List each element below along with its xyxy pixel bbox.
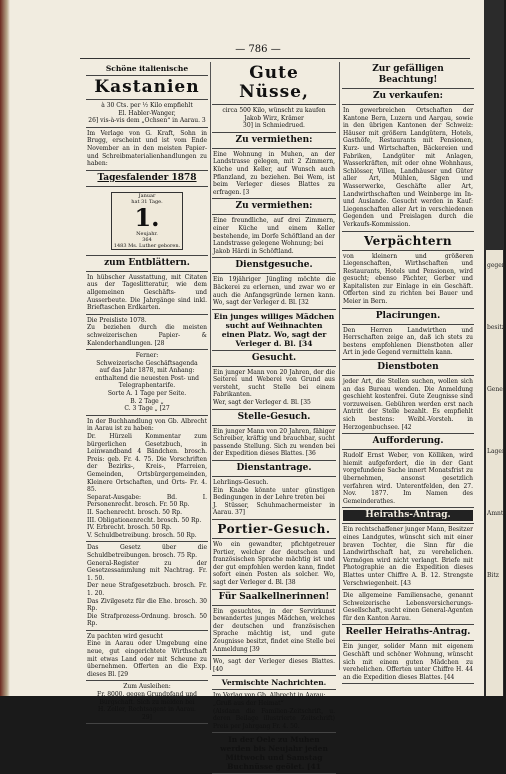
col1-advertisement bbox=[86, 256, 208, 272]
header-rule bbox=[80, 58, 470, 59]
col2-advertisement bbox=[212, 676, 336, 690]
adjacent-page-fragment: gegen bbox=[487, 262, 506, 269]
ad-text-line: In der Oele zu Muhen bbox=[228, 735, 320, 745]
column-divider bbox=[339, 62, 340, 670]
ad-text-line: Den Herren Landwirthen und Herrschaften zeige an, daß ich stets zu bestens empfohlenen Dienstboten aller Art in jede Gegend vermitteln kann. bbox=[343, 326, 473, 357]
ad-text-line: circa 500 Kilo, wünscht zu kaufen bbox=[222, 107, 326, 114]
ad-text-line: J. Stüsser, Schuhmachermeister in Aarau. 37] bbox=[213, 501, 335, 517]
col2-advertisement bbox=[212, 199, 336, 215]
ad-text-line: 29] bbox=[142, 713, 152, 721]
page-number: — 786 — bbox=[235, 44, 281, 55]
adjacent-page-strip bbox=[484, 0, 504, 696]
ad-text-line: C. 3 Tage „ [27 bbox=[124, 405, 170, 413]
col3-advertisement bbox=[342, 625, 474, 641]
ad-text-line: 30] in Schmiedrued. bbox=[243, 122, 305, 130]
ad-text-line: Gesucht. bbox=[251, 352, 297, 363]
ad-text-line: Zu pachten wird gesucht bbox=[87, 632, 163, 640]
ad-text-line: Aufforderung. bbox=[372, 436, 444, 447]
col1-advertisement bbox=[86, 128, 208, 171]
calendar-top: Januar bbox=[138, 192, 156, 199]
ad-text-line: Portier-Gesuch. bbox=[217, 522, 331, 536]
ad-text-line: II. Sachenrecht. brosch. 50 Rp. bbox=[87, 508, 182, 516]
adjacent-page-fragment: Gene bbox=[487, 386, 503, 393]
column-middle bbox=[212, 62, 336, 772]
ad-text-line: Ein rechtschaffener junger Mann, Besitzer eines Landgutes, wünscht sich mit einer braven Tochter, die Sinn für die Landwirthschaft hat, zu verehelichen. Vermögen wird nicht verlangt. Briefe mit Photographie an die Expedition dieses Blattes unter Chiffre A. B. 12. Strengste Verschwiegenheit. [43 bbox=[343, 526, 473, 587]
ad-text-line: Verpächtern bbox=[363, 233, 453, 248]
ad-text-line: werden bis Neujahr jeden Mittwoch und Samstag Buchnüsse geölet. [41 bbox=[220, 744, 328, 772]
ad-text-line: à 30 Cts. per ½ Kilo empfiehlt bbox=[101, 102, 193, 109]
col2-advertisement bbox=[212, 367, 336, 410]
ad-text-line: von kleinern und größeren Liegenschaften, Wirthschaften und Restaurants, Hotels und Pensionen, wird gesucht; ebenso Pächter, Gerber und Kapitalisten zur Einlage in ein Geschäft. Offerten sind zu richten bei Bauer und Meier in Bern. bbox=[343, 252, 473, 306]
ad-text-line: B. 2 Tage „ bbox=[130, 397, 164, 405]
ad-text-line: Reeller Heiraths-Antrag. bbox=[345, 627, 471, 638]
col3-advertisement bbox=[342, 89, 474, 105]
col2-advertisement bbox=[212, 461, 336, 477]
calendar-note: 364 bbox=[142, 236, 152, 243]
ad-text-line: Eine Wohnung in Muhen, an der Landstrasse gelegen, mit 2 Zimmern, Küche und Keller, auf Wunsch auch Pflanzland, zu beziehen. Bei Wem, ist beim Verleger dieses Blattes zu erfragen. [3 bbox=[213, 150, 335, 196]
col3-advertisement bbox=[342, 590, 474, 625]
col2-advertisement bbox=[212, 520, 336, 539]
col1-advertisement bbox=[86, 272, 208, 315]
ad-text-line: Vermischte Nachrichten. bbox=[221, 678, 327, 688]
col2-advertisement bbox=[212, 62, 336, 105]
col2-advertisement bbox=[212, 410, 336, 426]
col2-advertisement bbox=[212, 215, 336, 258]
col2-advertisement bbox=[212, 351, 336, 367]
ad-text-line: Rudolf Ernst Weber, von Kölliken, wird hiemit aufgefordert, die in der Gant vorgefundene Sache innert Monatsfrist zu übernehmen, ansonst gesetzlich verfahren wird. Unterentfelden, den 27. Nov. 1877. Im Namen des Gemeinderathes. bbox=[343, 452, 473, 505]
col2-advertisement bbox=[212, 606, 336, 657]
ad-text-line: III. Obligationenrecht. brosch. 50 Rp. bbox=[87, 516, 202, 524]
col2-advertisement bbox=[212, 426, 336, 461]
col2-advertisement bbox=[212, 690, 336, 733]
ad-text-line: Lehrlings-Gesuch. bbox=[213, 479, 269, 487]
col1-advertisement bbox=[86, 631, 208, 682]
ad-text-line: Ein junger Mann von 20 Jahren, fähiger Schreiber, kräftig und brauchbar, sucht passende Stellung. Sich zu wenden bei der Expedition dieses Blattes. [36 bbox=[213, 427, 335, 458]
col3-advertisement bbox=[342, 450, 474, 508]
ad-text-line: auf das Jahr 1878, mit Anhang: enthaltend die neuesten Post- und Telegraphentarife. bbox=[94, 367, 200, 390]
ad-text-line: Ein junges williges Mädchen bbox=[213, 311, 335, 321]
col2-advertisement bbox=[212, 105, 336, 133]
ad-text-line: Ein junger, solider Mann mit eigenem Geschäft und schöner Wohnung, wünscht sich mit einem guten Mädchen zu verehelichen. Offerten unter Chiffre H. 44 an die Expedition dieses Blattes. [44 bbox=[343, 643, 473, 681]
ad-text-line: Sorte A. 1 Tage per Seite. bbox=[107, 390, 187, 398]
ad-text-line: Dienstantrage. bbox=[236, 463, 312, 474]
col2-advertisement bbox=[212, 258, 336, 274]
col2-advertisement bbox=[212, 133, 336, 149]
col2-advertisement bbox=[212, 656, 336, 676]
ad-text-line: Stelle-Gesuch. bbox=[237, 411, 311, 422]
col3-advertisement bbox=[342, 309, 474, 325]
ad-text-line: Zu vermiethen: bbox=[235, 201, 313, 212]
col1-advertisement bbox=[86, 76, 208, 100]
ad-text-line: In der Buchhandlung von Gb. Albrecht in Aarau ist zu haben: bbox=[87, 417, 207, 433]
ad-text-line: Der neue Strafgesetzbuch. brosch. Fr. 1. 20. bbox=[87, 582, 207, 597]
col1-advertisement bbox=[86, 350, 208, 416]
ad-text-line: Jakob Härdi in Schöftland. bbox=[213, 247, 294, 255]
col3-advertisement bbox=[342, 325, 474, 360]
col1-advertisement bbox=[86, 315, 208, 350]
col1-advertisement bbox=[86, 542, 208, 631]
ad-text-line: jeder Art, die Stellen suchen, wollen sich an das Bureau wenden. Die Anmeldung geschieht kostenfrei. Gute Zeugnisse sind vorzuweisen. Gebühren werden erst nach Antritt der Stelle bezahlt. Es empfiehlt sich bestens: Weibl.-Vorsteh. in Herzogenbuchsee. [42 bbox=[343, 378, 473, 431]
ad-text-line: El. Habler-Wanger, bbox=[118, 109, 176, 117]
ad-text-line: IV. Erbrecht. brosch. 50 Rp. bbox=[87, 524, 172, 532]
col3-advertisement bbox=[342, 360, 474, 376]
ad-text-line: Tagesfalender 1878 bbox=[97, 172, 197, 183]
ad-text-line: Fr. 8000. gegen Grundpfand und Bürgschaft. Sich zu melden bei bbox=[97, 691, 197, 706]
ad-text-line: Zur gefälligen Beachtung! bbox=[372, 64, 444, 85]
ad-text-line: (Alsdann die Familien-Zeitschrift, u. deren Beilage illustrierte Zeitschrift) Preis per Jahrgang Fr. 4. 50. bbox=[213, 707, 335, 730]
ad-text-line: In gewerbreichen Ortschaften der Kantone Bern, Luzern und Aargau, sowie in den übrigen Kantonen der Schweiz: Häuser mit größern Landgütern, Hotels, Gasthöfe, Restaurants mit Pensionen, Kurz- und Wirtschaften, Bäckereien und Fabriken, Landgüter mit Anlagen, Wasserkräften, mit oder ohne Wohnhaus, Schlösser, Villen, Landhäuser und Güter aller Art, Mühlen, Sägen und Wasserwerke, Geschäfte aller Art, Landwirthschaften und Weinberge im In- und Auslande. Gesucht werden in Kauf: Liegenschaften aller Art in verschiedenen Gegenden und Preislagen durch die Verkaufs-Kommission. bbox=[343, 107, 473, 228]
col1-advertisement bbox=[86, 187, 208, 256]
col2-advertisement bbox=[212, 733, 336, 774]
ad-text-line: 26] vis-à-vis dem „Ochsen“ in Aarau. 3 bbox=[88, 117, 206, 125]
ad-text-line: Im Verlag von Gb. Albrecht in Aarau: bbox=[213, 692, 326, 700]
ad-text-line: Die allgemeine Familiensache, genannt Schweizerische Lebensversicherungs-Gesellschaft, sucht einen General-Agenten für den Kanton Aarau. bbox=[343, 592, 473, 622]
adjacent-page-fragment: Amnt bbox=[487, 510, 504, 517]
ad-text-line: Schöne italienische bbox=[105, 64, 189, 73]
ad-text-line: Zu vermiethen: bbox=[235, 134, 313, 145]
col2-advertisement bbox=[212, 590, 336, 606]
ad-text-line: Zu beziehen durch die meisten schweizerischen Papier- & Kalenderhandlungen. [28 bbox=[87, 324, 207, 347]
calendar-day: 1. bbox=[134, 202, 160, 232]
ad-text-line: Ein 19jähriger Jüngling möchte die Bäckerei zu erlernen, und zwar wo er auch die Anfangsgründe lernen kann. Wo, sagt der Verleger d. Bl. [32 bbox=[213, 276, 335, 307]
ad-text-line: Ein Knabe könnte unter günstigen Bedingungen in der Lehre treten bei bbox=[213, 486, 335, 502]
ad-text-line: Die Preisliste 1078. bbox=[87, 316, 147, 324]
column-left bbox=[86, 62, 208, 721]
ad-text-line: Separat-Ausgabe: Bd. I. Personenrecht. brosch. Fr. 50 Rp. bbox=[87, 493, 207, 509]
col1-advertisement bbox=[86, 100, 208, 128]
col3-advertisement bbox=[342, 434, 474, 450]
ad-text-line: Schweizerische Geschäftsagenda bbox=[96, 359, 198, 367]
calendar-sub: hat 31 Tage. bbox=[131, 198, 163, 205]
ad-text-line: Eine in Aarau oder Umgebung eine neue, gut eingerichtete Wirthschaft mit etwas Land oder mit Scheune zu übernehmen. Offerten an die Exp. dieses Bl. [29 bbox=[87, 640, 207, 678]
ad-text-line: Dr. Hürzeli Kommentar zum bürgerlichen Gesetzbuch, in Leinwandband 4 Bändchen. brosch. Preis: geb. Fr. 4. 75. Die Vorschriften der Bezirks-, Kreis-, Pfarreien, Gemeinden, Ortsbürgergemeinden, Kleinere Ortschaften, und Orts- Fr. 4. 85. bbox=[87, 433, 207, 494]
ad-text-line: In hübscher Ausstattung, mit Citaten aus der Tageslitteratur, wie dem allgemeinen Geschäfts- und Ausserbeute. Die Jahrgänge sind inkl. Brieftaschen Erdkarten. bbox=[87, 273, 207, 312]
col1-advertisement bbox=[86, 681, 208, 724]
ad-text-line: Die Strafprozess-Ordnung. brosch. 50 Rp. bbox=[87, 612, 207, 628]
page-edge bbox=[0, 0, 10, 696]
column-divider bbox=[210, 62, 211, 670]
ad-text-line: Heiraths-Antrag. bbox=[343, 510, 473, 521]
calendar-label: Neujahr. bbox=[136, 230, 158, 237]
col3-advertisement bbox=[342, 251, 474, 309]
col1-advertisement bbox=[86, 62, 208, 76]
ad-text-line: Dienstgesuche. bbox=[235, 260, 313, 271]
col3-advertisement bbox=[342, 62, 474, 89]
col2-advertisement bbox=[212, 539, 336, 590]
ad-text-line: Das Zivilgesetz für die Ehe. brosch. 30 Rp. bbox=[87, 597, 207, 613]
ad-text-line: General-Register zu der Gesetzessammlung mit Nachtrag. Fr. 1. 50. bbox=[87, 559, 207, 582]
ad-text-line: Für Saalkellnerinnen! bbox=[218, 591, 330, 602]
calendar-illustration bbox=[111, 192, 183, 250]
ad-text-line: Das Gesetz über die Schuldbetreibungen. brosch. 75 Rp. bbox=[87, 544, 207, 559]
ad-text-line: Wer, sagt der Verleger d. Bl. [35 bbox=[213, 399, 311, 407]
ad-text-line: Dienstboten bbox=[377, 362, 439, 373]
col3-advertisement bbox=[342, 641, 474, 684]
ad-text-line: Gute Nüsse, bbox=[239, 63, 309, 102]
col2-advertisement bbox=[212, 274, 336, 309]
adjacent-page bbox=[486, 250, 503, 696]
ad-text-line: Zu verkaufen: bbox=[372, 91, 444, 101]
col2-advertisement bbox=[212, 310, 336, 351]
col1-advertisement bbox=[86, 416, 208, 543]
column-right bbox=[342, 62, 474, 681]
ad-text-line: Im Verlage von G. Kraft, Sohn in Brugg, erscheint und ist vom Ende November an in den meisten Papier- und Schreibmaterialienhandlungen zu haben: bbox=[87, 129, 207, 168]
ad-text-line: Kastanien bbox=[94, 77, 200, 97]
ad-text-line: Ferner: bbox=[135, 352, 159, 360]
col2-advertisement bbox=[212, 477, 336, 520]
col3-advertisement bbox=[342, 232, 474, 251]
ad-text-line: Ein gesuchtes, in der Servirkunst bewandertes junges Mädchen, welches der deutschen und französischen Sprache mächtig ist, und gute Zeugnisse besitzt, findet eine Stelle bei Anmeldung [39 bbox=[213, 607, 335, 653]
ad-text-line: H. Zeller, Rechtsagent in Aarau. bbox=[98, 706, 196, 714]
col3-advertisement bbox=[342, 105, 474, 232]
adjacent-page-fragment: Bitz bbox=[487, 572, 499, 579]
ad-text-line: Wo ein gewandter, pfichtgetreuer Portier, welcher der deutschen und französischen Sprache mächtig ist und der gut empfohlen werden kann, findet sofort einen Posten als solcher. Wo, sagt der Verleger d. Bl. [38 bbox=[213, 541, 335, 586]
col2-advertisement bbox=[212, 149, 336, 200]
ad-text-line: „Gruß aus der Heimat“ bbox=[213, 699, 284, 707]
ad-text-line: Zum Ausleihen: bbox=[123, 683, 171, 691]
col1-advertisement bbox=[86, 171, 208, 187]
ad-text-line: Ein junger Mann von 20 Jahren, der die Seiterei und Weberei von Grund aus versteht, sucht Stelle bei einem Fabrikanten. bbox=[213, 368, 335, 399]
col3-advertisement bbox=[342, 376, 474, 434]
calendar-foot: 1483 Ms. Luther geboren. bbox=[113, 242, 181, 249]
ad-text-line: Placirungen. bbox=[375, 310, 441, 321]
ad-text-line: sucht auf Weihnachten einen Platz. Wo, sagt der Verleger d. Bl. [34 bbox=[221, 320, 327, 348]
ad-text-line: Jakob Wirz, Krämer bbox=[244, 114, 304, 122]
ad-text-line: zum Entblättern. bbox=[104, 257, 190, 268]
adjacent-page-fragment: besitz bbox=[487, 324, 505, 331]
ad-text-line: Wo, sagt der Verleger dieses Blattes. [40 bbox=[213, 658, 335, 673]
col3-advertisement bbox=[342, 508, 474, 524]
adjacent-page-fragment: Lager bbox=[487, 448, 505, 455]
ad-text-line: V. Schuldbetreibung. brosch. 50 Rp. bbox=[87, 531, 197, 539]
col3-advertisement bbox=[342, 524, 474, 590]
ad-text-line: Eine freundliche, auf drei Zimmern, einer Küche und einem Keller bestehende, im Dorfe Schöftland an der Landstrasse gelegene Wohnung; bei bbox=[213, 217, 335, 248]
